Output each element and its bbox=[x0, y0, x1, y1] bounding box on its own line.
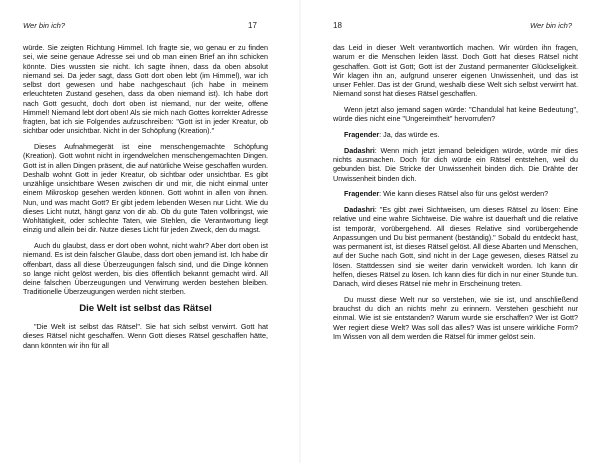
left-body-text bbox=[23, 43, 268, 356]
right-paragraph-2: Wenn jetzt also jemand sagen würde: "Chandulal hat keine Bedeutung", würde dies nicht eine "Ungereimtheit" hervorrufen? bbox=[333, 105, 578, 124]
exchange-text: : Ja, das würde es. bbox=[379, 130, 440, 139]
right-paragraph-1: das Leid in dieser Welt verantwortlich machen. Wir würden ihn fragen, warum er die Menschen leiden lässt. Doch Gott hat dieses Rätsel nicht geschaffen. Gott ist Gott; Gott ist der Zustand permanenter Glückseligkeit. Wir klagen ihn an, aufgrund unserer eigenen Unwissenheit, und das ist unser Fehler. Das ist der Grund, weshalb diese Welt sich selbst verwirrt hat. Niemand sonst hat dieses Rätsel geschaffen. bbox=[333, 43, 578, 99]
speaker-label: Fragender bbox=[344, 189, 380, 199]
exchange-1 bbox=[333, 130, 578, 139]
left-paragraph-4: "Die Welt ist selbst das Rätsel". Sie hat sich selbst verwirrt. Gott hat dieses Rätsel nicht geschaffen. Wenn Gott dieses Rätsel geschaffen hätte, dann könnten wir ihn für all bbox=[23, 322, 268, 350]
exchange-4 bbox=[333, 205, 578, 288]
left-paragraph-2: Dieses Aufnahmegerät ist eine menschengemachte Schöpfung (Kreation). Gott wohnt nicht in irgendwelchen menschengemachten Dingen. Gott ist in allen Dingen präsent, die auf natürliche Weise geschaffen wurden. Deshalb wohnt Gott in jeder Kreatur, ob sichtbar oder unsichtbar. Es gibt unzählige unsichtbare Wesen zwischen dir und mir, die nicht einmal unter einem Mikroskop gesehen werden können. Gott wohnt in allen von ihnen. Nun, und was macht Gott? Er gibt jedem lebenden Wesen nur Licht. Wie du dieses Licht nutzt, hängt ganz von dir ab. Ob du gute Taten vollbringst, wie Wohltätigkeit, oder schlechte Taten, wie Stehlen, die Verantwortung liegt einzig und allein bei dir. Nutze dieses Licht für jeden Zweck, den du magst. bbox=[23, 142, 268, 235]
exchange-2 bbox=[333, 146, 578, 183]
section-heading: Die Welt ist selbst das Rätsel bbox=[79, 303, 212, 314]
right-body-text bbox=[333, 43, 578, 348]
right-page bbox=[300, 0, 600, 463]
left-running-head: Wer bin ich? bbox=[23, 21, 66, 30]
speaker-label: Dadashri bbox=[344, 205, 375, 214]
speaker-label: Dadashri bbox=[344, 145, 375, 155]
exchange-3 bbox=[333, 189, 578, 198]
right-page-number: 18 bbox=[333, 21, 342, 30]
speaker-label: Fragender bbox=[344, 130, 380, 139]
exchange-text: : "Es gibt zwei Sichtweisen, um dieses Rätsel zu lösen: Eine relative und eine wahre Sichtweise. Die wahre ist dauerhaft und die relative ist temporär, vorübergehend. All dieses Relative sind vorübergehende Anpassungen und Du bist permanent (beständig)." Sobald du entdeckt hast, was permanent ist, ist dieses Rätsel gelöst. All diese Abarten und Menschen, auf der Suche nach Gott, sind nicht in der Lage gewesen, dieses Rätsel zu lösen. Stattdessen sind sie weiter darin verwickelt worden. Ich kann dir helfen, dieses Rätsel zu lösen. Ich kann dies für dich in nur einer Stunde tun. Danach, wird dieses Rätsel nie mehr in Erscheinung treten. bbox=[333, 205, 578, 288]
exchange-text: : Wenn mich jetzt jemand beleidigen würde, würde mir dies nichts ausmachen. Doch für dich würde ein Rätsel entstehen, weil du gebunden bist. Die Stricke der Unwissenheit binden dich. Die Drähte der Unwissenheit binden dich. bbox=[333, 145, 578, 183]
left-page-number: 17 bbox=[248, 21, 257, 30]
exchange-text: : Wie kann dieses Rätsel also für uns gelöst werden? bbox=[379, 189, 549, 199]
left-paragraph-1: würde. Sie zeigten Richtung Himmel. Ich fragte sie, wo genau er zu finden sei, wie seine genaue Adresse sei und ob man einen Brief an ihn schicken könnte. Dies wussten sie nicht. Ich sagte ihnen, dass da oben absolut niemand sei. Da jeder sagt, dass Gott dort oben lebt (im Himmel), war ich selbst dort gewesen und habe nachgeschaut (ich habe in meinem erleuchteten Zustand gesehen, dass da oben niemand ist). Ich habe dort nach Gott gesucht, doch dort oben ist niemand, nur der weite, offene Himmel! Niemand lebt dort oben! Als sie mich nach Gottes korrekter Adresse fragten, bat ich sie Folgendes aufzuschreiben: "Gott ist in jeder Kreatur, ob sichtbar oder unsichtbar. Nicht in der Schöpfung (Kreation)." bbox=[23, 43, 268, 136]
left-paragraph-3: Auch du glaubst, dass er dort oben wohnt, nicht wahr? Aber dort oben ist niemand. Es ist dein falscher Glaube, dass dort oben jemand ist. Ich habe dir offenbart, dass all diese Überzeugungen falsch sind, und die Dinge können so lange nicht gelöst werden, bis dies öffentlich bekannt gemacht wird. All deine falschen Überzeugungen und Verwirrung werden bestehen bleiben. Traditionelle Überzeugungen werden nicht sterben. bbox=[23, 241, 268, 297]
right-running-head: Wer bin ich? bbox=[530, 21, 573, 30]
right-paragraph-3: Du musst diese Welt nur so verstehen, wie sie ist, und anschließend brauchst du dich an nichts mehr zu erinnern. Verstehen geschieht nur einmal. Wie ist sie entstanden? Warum wurde sie erschaffen? Wer ist Gott? Wer regiert diese Welt? Was soll das alles? Was ist unsere wirkliche Form? Im Wissen von all dem werden die Rätsel für immer gelöst sein. bbox=[333, 294, 578, 341]
